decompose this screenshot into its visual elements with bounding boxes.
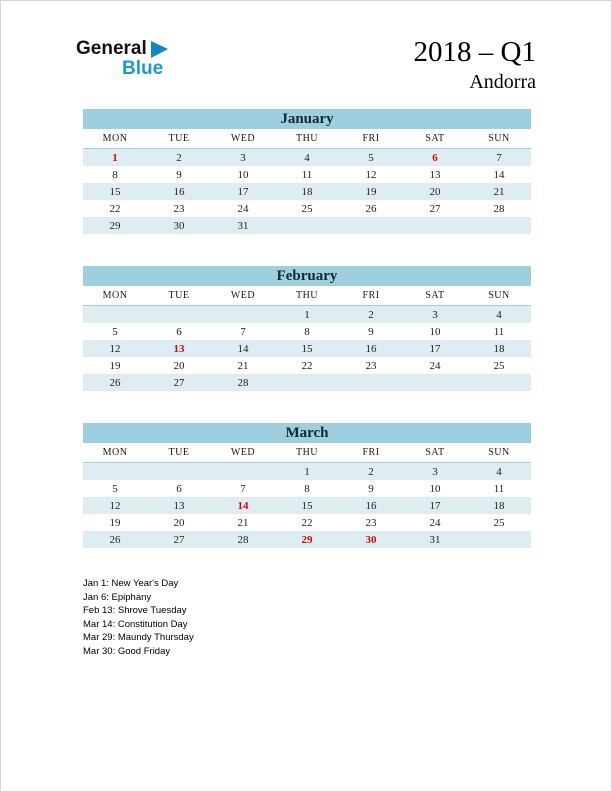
day-cell: 12 bbox=[109, 342, 121, 355]
day-cell: 15 bbox=[109, 185, 121, 198]
day-cell: 6 bbox=[432, 151, 438, 164]
day-cell: 4 bbox=[304, 151, 310, 164]
weekday-label: THU bbox=[295, 290, 319, 301]
day-cell: 22 bbox=[109, 202, 121, 215]
day-cell: 17 bbox=[429, 499, 441, 512]
weekday-label: MON bbox=[102, 133, 128, 144]
day-cell: 5 bbox=[368, 151, 374, 164]
day-cell: 25 bbox=[493, 359, 505, 372]
day-cell: 4 bbox=[496, 465, 502, 478]
day-cell: 27 bbox=[173, 376, 185, 389]
weekday-label: SUN bbox=[488, 290, 510, 301]
holiday-item: Jan 1: New Year's Day bbox=[83, 578, 179, 589]
week-row bbox=[83, 340, 531, 357]
day-cell: 28 bbox=[493, 202, 505, 215]
day-cell: 2 bbox=[368, 465, 374, 478]
weekday-label: TUE bbox=[168, 133, 190, 144]
day-cell: 22 bbox=[301, 516, 313, 529]
week-row bbox=[83, 166, 531, 183]
day-cell: 11 bbox=[301, 168, 313, 181]
month-title: March bbox=[285, 425, 329, 441]
day-cell: 15 bbox=[301, 499, 313, 512]
week-row bbox=[83, 357, 531, 374]
day-cell: 25 bbox=[301, 202, 313, 215]
day-cell: 30 bbox=[173, 219, 185, 232]
day-cell: 21 bbox=[237, 359, 249, 372]
day-cell: 19 bbox=[109, 516, 121, 529]
day-cell: 14 bbox=[237, 499, 249, 512]
day-cell: 6 bbox=[176, 482, 182, 495]
weekday-label: SUN bbox=[488, 133, 510, 144]
weekday-label: TUE bbox=[168, 447, 190, 458]
day-cell: 18 bbox=[493, 342, 505, 355]
day-cell: 22 bbox=[301, 359, 313, 372]
day-cell: 1 bbox=[112, 151, 118, 164]
day-cell: 7 bbox=[240, 325, 246, 338]
weekday-label: SAT bbox=[425, 447, 445, 458]
week-row bbox=[83, 497, 531, 514]
weekday-row bbox=[83, 129, 531, 149]
month-header bbox=[83, 109, 531, 129]
weeks bbox=[83, 463, 531, 548]
day-cell: 14 bbox=[237, 342, 249, 355]
holiday-item: Jan 6: Epiphany bbox=[83, 591, 152, 603]
day-cell: 3 bbox=[432, 465, 438, 478]
day-cell: 7 bbox=[496, 151, 502, 164]
day-cell: 23 bbox=[365, 359, 377, 372]
week-row bbox=[83, 183, 531, 200]
day-cell: 17 bbox=[429, 342, 441, 355]
weekday-label: FRI bbox=[362, 133, 380, 144]
day-cell: 8 bbox=[304, 482, 310, 495]
weekday-label: SUN bbox=[488, 447, 510, 458]
general-blue-logo bbox=[76, 39, 168, 78]
day-cell: 23 bbox=[365, 516, 377, 529]
weeks bbox=[83, 149, 531, 234]
day-cell: 2 bbox=[368, 308, 374, 321]
day-cell: 27 bbox=[429, 202, 441, 215]
title-block bbox=[414, 35, 536, 95]
day-cell: 11 bbox=[493, 325, 505, 338]
day-cell: 12 bbox=[365, 168, 377, 181]
weekday-label: THU bbox=[295, 133, 319, 144]
day-cell: 3 bbox=[432, 308, 438, 321]
week-row bbox=[83, 531, 531, 548]
day-cell: 18 bbox=[301, 185, 313, 198]
weekday-label: SAT bbox=[425, 133, 445, 144]
week-row bbox=[83, 374, 531, 391]
day-cell: 20 bbox=[173, 516, 185, 529]
day-cell: 20 bbox=[429, 185, 441, 198]
day-cell: 26 bbox=[109, 376, 121, 389]
day-cell: 31 bbox=[237, 219, 249, 232]
holiday-item: Feb 13: Shrove Tuesday bbox=[83, 605, 187, 616]
day-cell: 10 bbox=[429, 325, 441, 338]
month-header bbox=[83, 423, 531, 443]
day-cell: 1 bbox=[304, 308, 310, 321]
day-cell: 8 bbox=[112, 168, 118, 181]
day-cell: 13 bbox=[429, 168, 441, 181]
day-cell: 24 bbox=[429, 516, 441, 529]
months-container bbox=[83, 109, 531, 580]
day-cell: 7 bbox=[240, 482, 246, 495]
day-cell: 10 bbox=[429, 482, 441, 495]
week-row bbox=[83, 480, 531, 497]
day-cell: 16 bbox=[173, 185, 185, 198]
weekday-label: WED bbox=[230, 447, 256, 458]
holiday-item: Mar 14: Constitution Day bbox=[83, 618, 188, 630]
weekday-label: SAT bbox=[425, 290, 445, 301]
page-title: 2018 – Q1 bbox=[413, 36, 536, 68]
week-row bbox=[83, 463, 531, 480]
day-cell: 20 bbox=[173, 359, 185, 372]
day-cell: 16 bbox=[365, 499, 377, 512]
day-cell: 28 bbox=[237, 533, 249, 546]
day-cell: 26 bbox=[109, 533, 121, 546]
day-cell: 11 bbox=[493, 482, 505, 495]
month-section bbox=[83, 266, 531, 391]
day-cell: 25 bbox=[493, 516, 505, 529]
weekday-label: TUE bbox=[168, 290, 190, 301]
weekday-label: FRI bbox=[362, 447, 380, 458]
holidays-list bbox=[83, 577, 194, 658]
day-cell: 9 bbox=[176, 168, 182, 181]
logo-text-blue: Blue bbox=[122, 58, 164, 79]
weekday-row bbox=[83, 443, 531, 463]
day-cell: 8 bbox=[304, 325, 310, 338]
week-row bbox=[83, 306, 531, 323]
day-cell: 27 bbox=[173, 533, 185, 546]
holiday-item: Mar 30: Good Friday bbox=[83, 645, 171, 657]
day-cell: 15 bbox=[301, 342, 313, 355]
day-cell: 23 bbox=[173, 202, 185, 215]
day-cell: 29 bbox=[109, 219, 121, 232]
month-section bbox=[83, 109, 531, 234]
day-cell: 21 bbox=[493, 185, 505, 198]
week-row bbox=[83, 200, 531, 217]
month-header bbox=[83, 266, 531, 286]
day-cell: 6 bbox=[176, 325, 182, 338]
day-cell: 26 bbox=[365, 202, 377, 215]
day-cell: 13 bbox=[173, 499, 185, 512]
day-cell: 19 bbox=[109, 359, 121, 372]
week-row bbox=[83, 217, 531, 234]
week-row bbox=[83, 323, 531, 340]
holiday-item: Mar 29: Maundy Thursday bbox=[83, 632, 194, 643]
day-cell: 9 bbox=[368, 325, 374, 338]
weekday-label: THU bbox=[295, 447, 319, 458]
day-cell: 5 bbox=[112, 325, 118, 338]
day-cell: 5 bbox=[112, 482, 118, 495]
weekday-label: MON bbox=[102, 290, 128, 301]
day-cell: 24 bbox=[429, 359, 441, 372]
day-cell: 31 bbox=[429, 533, 441, 546]
weekday-row bbox=[83, 286, 531, 306]
month-title: January bbox=[280, 111, 334, 127]
day-cell: 3 bbox=[240, 151, 246, 164]
weekday-label: WED bbox=[230, 290, 256, 301]
day-cell: 14 bbox=[493, 168, 505, 181]
day-cell: 24 bbox=[237, 202, 249, 215]
week-row bbox=[83, 149, 531, 166]
logo-pennant-icon bbox=[151, 41, 168, 58]
day-cell: 29 bbox=[301, 533, 313, 546]
day-cell: 16 bbox=[365, 342, 377, 355]
day-cell: 21 bbox=[237, 516, 249, 529]
day-cell: 2 bbox=[176, 151, 182, 164]
weekday-label: WED bbox=[230, 133, 256, 144]
day-cell: 1 bbox=[304, 465, 310, 478]
day-cell: 12 bbox=[109, 499, 121, 512]
month-section bbox=[83, 423, 531, 548]
weeks bbox=[83, 306, 531, 391]
weekday-label: MON bbox=[102, 447, 128, 458]
day-cell: 13 bbox=[173, 342, 185, 355]
day-cell: 28 bbox=[237, 376, 249, 389]
month-title: February bbox=[276, 268, 338, 284]
weekday-label: FRI bbox=[362, 290, 380, 301]
day-cell: 4 bbox=[496, 308, 502, 321]
day-cell: 19 bbox=[365, 185, 377, 198]
day-cell: 17 bbox=[237, 185, 249, 198]
day-cell: 10 bbox=[237, 168, 249, 181]
day-cell: 18 bbox=[493, 499, 505, 512]
week-row bbox=[83, 514, 531, 531]
day-cell: 30 bbox=[365, 533, 377, 546]
page-subtitle: Andorra bbox=[469, 71, 536, 93]
logo-text-general: General bbox=[76, 38, 147, 59]
day-cell: 9 bbox=[368, 482, 374, 495]
